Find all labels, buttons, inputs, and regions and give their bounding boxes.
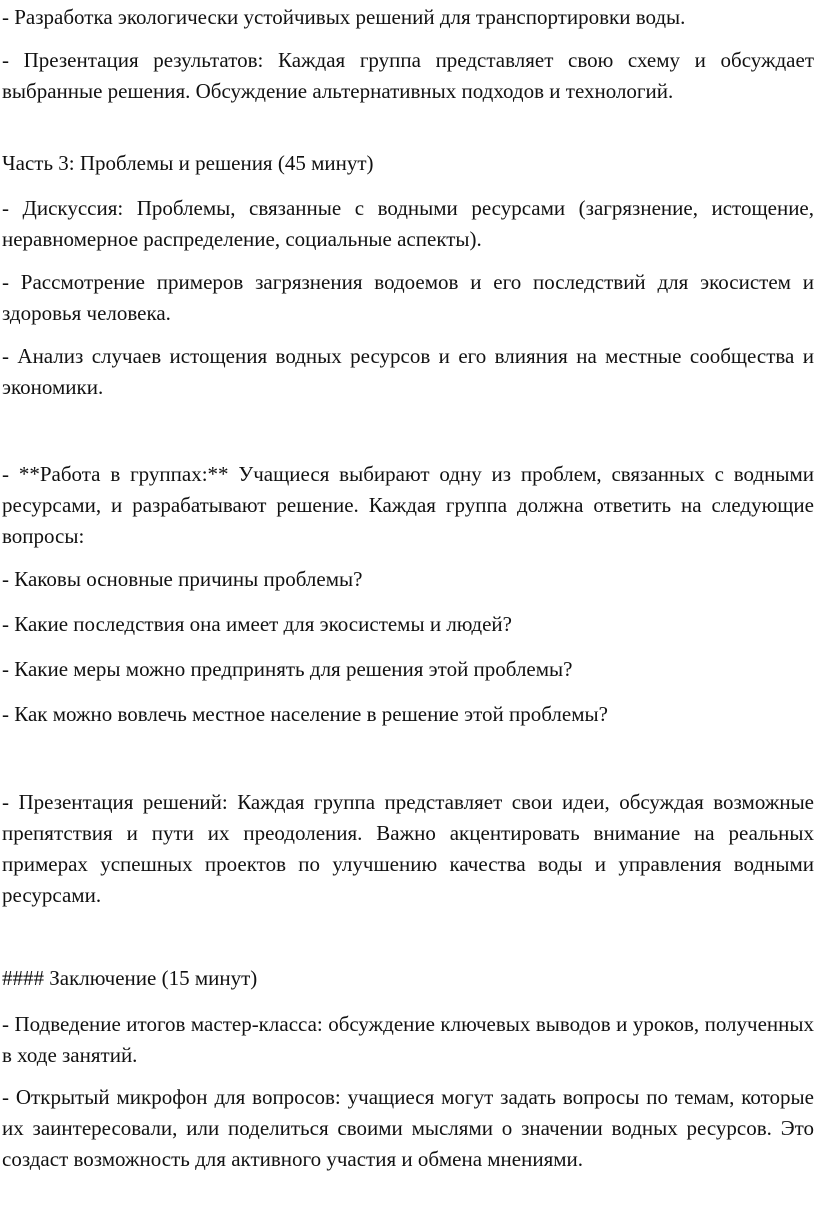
- bullet-results-presentation: - Презентация результатов: Каждая группа представляет свою схему и обсуждает выбранные решения. Обсуждение альтернативных подходов и технологий.: [2, 48, 814, 103]
- bullet-open-microphone: - Открытый микрофон для вопросов: учащиеся могут задать вопросы по темам, которые их заинтересовали, или поделиться своими мыслями о значении водных ресурсов. Это создаст возможность для активного участия и обмена мнениями.: [2, 1085, 814, 1171]
- bullet-solutions-presentation: - Презентация решений: Каждая группа представляет свои идеи, обсуждая возможные препятствия и пути их преодоления. Важно акцентировать внимание на реальных примерах успешных проектов по улучшению качества воды и управления водными ресурсами.: [2, 790, 814, 907]
- bullet-discussion: - Дискуссия: Проблемы, связанные с водными ресурсами (загрязнение, истощение, неравномерное распределение, социальные аспекты).: [2, 196, 814, 251]
- section-heading-conclusion: #### Заключение (15 минут): [2, 966, 258, 990]
- bullet-water-transport-solutions: - Разработка экологически устойчивых решений для транспортировки воды.: [2, 5, 686, 29]
- question-causes: - Каковы основные причины проблемы?: [2, 567, 363, 591]
- bullet-group-work: - **Работа в группах:** Учащиеся выбирают одну из проблем, связанных с водными ресурсами, и разрабатывают решение. Каждая группа должна ответить на следующие вопросы:: [2, 462, 814, 548]
- question-local-involvement: - Как можно вовлечь местное население в решение этой проблемы?: [2, 702, 608, 726]
- sub-bullet-pollution-examples: - Рассмотрение примеров загрязнения водоемов и его последствий для экосистем и здоровья человека.: [2, 270, 814, 325]
- section-heading-part-3: Часть 3: Проблемы и решения (45 минут): [2, 151, 374, 175]
- sub-bullet-depletion-analysis: - Анализ случаев истощения водных ресурсов и его влияния на местные сообщества и экономики.: [2, 344, 814, 399]
- bullet-summary: - Подведение итогов мастер-класса: обсуждение ключевых выводов и уроков, полученных в ходе занятий.: [2, 1012, 814, 1067]
- question-consequences: - Какие последствия она имеет для экосистемы и людей?: [2, 612, 512, 636]
- question-measures: - Какие меры можно предпринять для решения этой проблемы?: [2, 657, 573, 681]
